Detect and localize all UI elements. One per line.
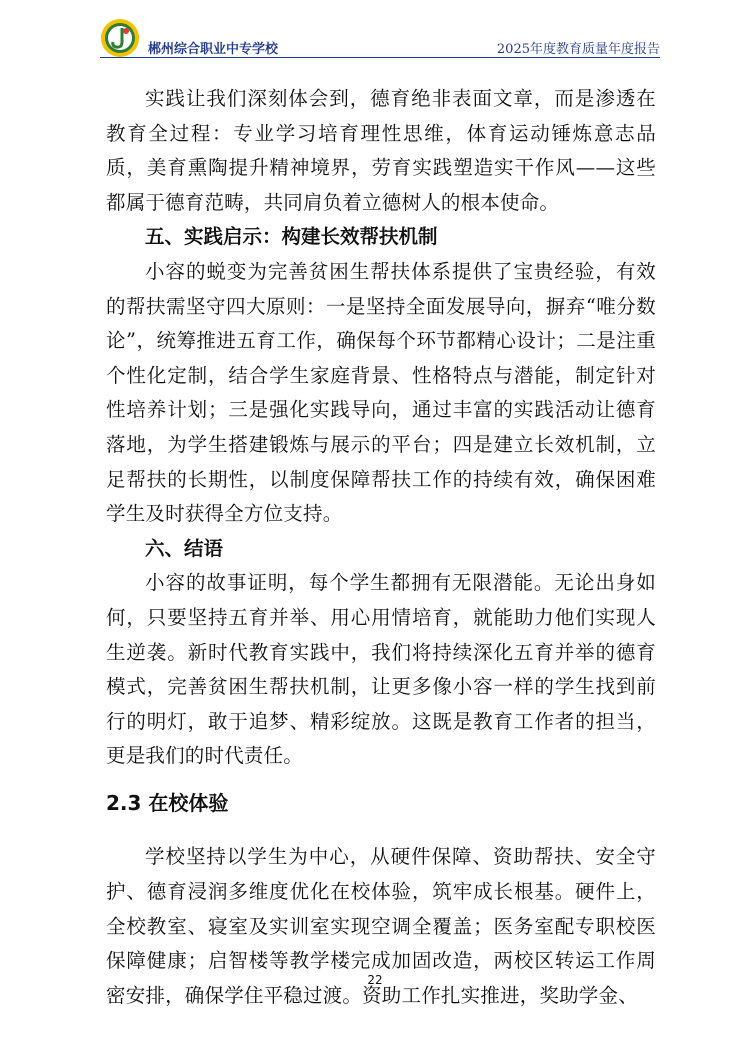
paragraph-3: 小容的故事证明，每个学生都拥有无限潜能。无论出身如何，只要坚持五育并举、用心用情培育，就能助力他们实现人生逆袭。新时代教育实践中，我们将持续深化五育并举的德育模式，完善贫困生帮扶机制，让更多像小容一样的学生找到前行的明灯，敢于追梦、精彩绽放。这既是教育工作者的担当，更是我们的时代责任。 [106, 571, 656, 768]
heading-section-5: 五、实践启示：构建长效帮扶机制 [145, 225, 438, 249]
school-name: 郴州综合职业中专学校 [148, 42, 279, 57]
report-title: 2025年度教育质量年度报告 [496, 42, 660, 57]
paragraph-4: 学校坚持以学生为中心，从硬件保障、资助帮扶、安全守护、德育浸润多维度优化在校体验，筑牢成长根基。硬件上，全校教室、寝室及实训室实现空调全覆盖；医务室配专职校医保障健康；启智楼等教学楼完成加固改造，两校区转运工作周密安排，确保学住平稳过渡。资助工作扎实推进，奖助学金、 [106, 845, 656, 1007]
header-rule [100, 57, 660, 58]
page-number: 22 [367, 973, 383, 987]
heading-2-3: 2.3 在校体验 [106, 790, 229, 815]
heading-section-6: 六、结语 [145, 536, 224, 560]
paragraph-1: 实践让我们深刻体会到，德育绝非表面文章，而是渗透在教育全过程：专业学习培育理性思维，体育运动锤炼意志品质，美育熏陶提升精神境界，劳育实践塑造实干作风——这些都属于德育范畴，共同肩负着立德树人的根本使命。 [106, 87, 656, 214]
school-logo-icon [100, 18, 140, 58]
paragraph-2: 小容的蜕变为完善贫困生帮扶体系提供了宝贵经验，有效的帮扶需坚守四大原则：一是坚持全面发展导向，摒弃“唯分数论”，统筹推进五育工作，确保每个环节都精心设计；二是注重个性化定制，结合学生家庭背景、性格特点与潜能，制定针对性培养计划；三是强化实践导向，通过丰富的实践活动让德育落地，为学生搭建锻炼与展示的平台；四是建立长效机制，立足帮扶的长期性，以制度保障帮扶工作的持续有效，确保困难学生及时获得全方位支持。 [106, 259, 656, 526]
page-body [106, 82, 656, 1013]
page-header [100, 18, 660, 58]
